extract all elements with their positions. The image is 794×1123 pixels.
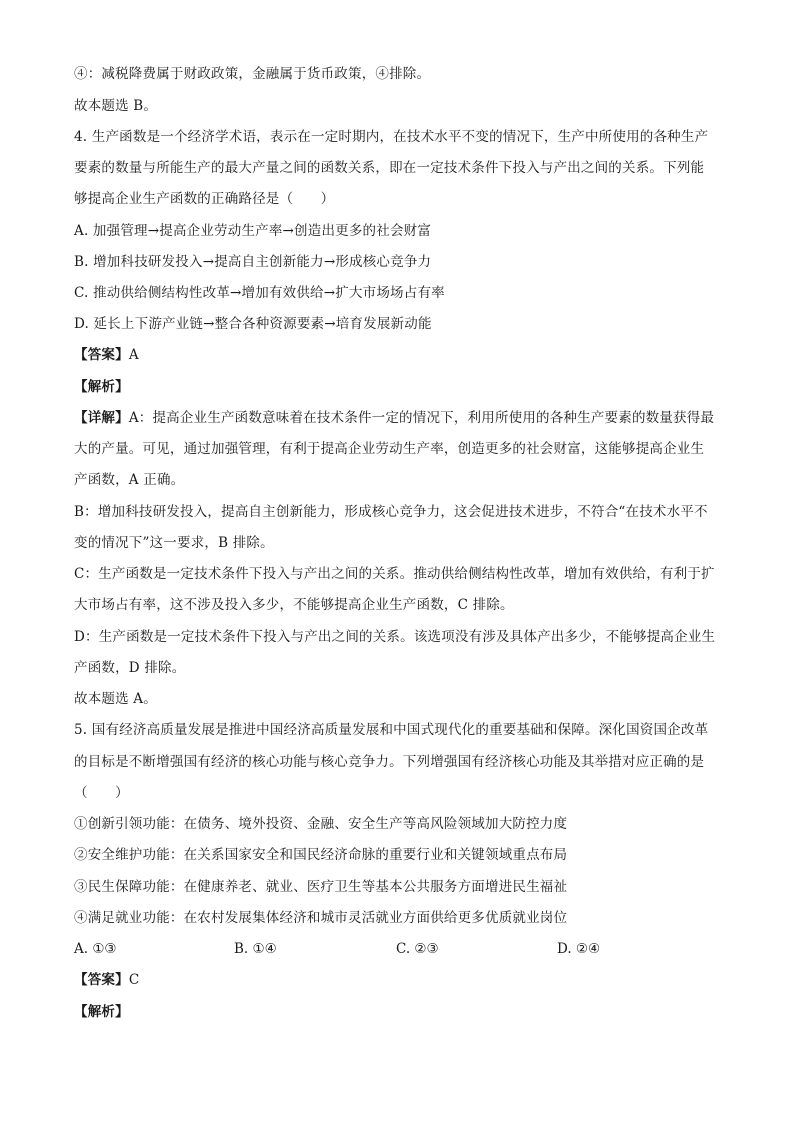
q5-stem-line: 的目标是不断增强国有经济的核心功能与核心竞争力。下列增强国有经济核心功能及其举措对应正确的是 xyxy=(74,754,705,770)
q4-option-c: C. 推动供给侧结构性改革→增加有效供给→扩大市场场占有率 xyxy=(74,285,445,301)
q5-item-4: ④满足就业功能：在农村发展集体经济和城市灵活就业方面供给更多优质就业岗位 xyxy=(74,910,568,926)
q4-option-a: A. 加强管理→提高企业劳动生产率→创造出更多的社会财富 xyxy=(74,223,432,239)
q4-stem-line: 够提高企业生产函数的正确路径是（ ） xyxy=(74,191,335,207)
q4-option-b: B. 增加科技研发投入→提高自主创新能力→形成核心竞争力 xyxy=(74,254,432,270)
q5-choice-b: B. ①④ xyxy=(234,941,277,957)
q4-detail-line: 产函数，D 排除。 xyxy=(74,660,186,676)
q4-detail-line: D：生产函数是一定技术条件下投入与产出之间的关系。该选项没有涉及具体产出多少，不能够提高企业生 xyxy=(74,629,716,645)
q4-detail-line: 大市场占有率，这不涉及投入多少，不能够提高企业生产函数，C 排除。 xyxy=(74,597,514,613)
q4-answer xyxy=(74,345,724,365)
answer-tag: 【答案】 xyxy=(74,972,129,988)
q4-detail-line xyxy=(74,408,724,428)
q4-detail-line: 变的情况下”这一要求，B 排除。 xyxy=(74,535,274,551)
q4-detail-line: C：生产函数是一定技术条件下投入与产出之间的关系。推动供给侧结构性改革，增加有效供给，有利于扩 xyxy=(74,566,715,582)
q4-conclusion: 故本题选 A。 xyxy=(74,691,157,707)
prev-analysis-line: ④：减税降费属于财政政策，金融属于货币政策，④排除。 xyxy=(74,66,431,82)
analysis-tag: 【解析】 xyxy=(74,379,129,395)
q5-item-1: ①创新引领功能：在债务、境外投资、金融、安全生产等高风险领域加大防控力度 xyxy=(74,816,568,832)
q4-detail-line: 产函数，A 正确。 xyxy=(74,472,185,488)
prev-conclusion: 故本题选 B。 xyxy=(74,98,158,114)
q5-item-2: ②安全维护功能：在关系国家安全和国民经济命脉的重要行业和关键领域重点布局 xyxy=(74,847,568,863)
answer-tag: 【答案】 xyxy=(74,347,129,363)
q4-analysis-heading xyxy=(74,377,724,397)
q5-analysis-heading xyxy=(74,1002,724,1022)
analysis-tag: 【解析】 xyxy=(74,1004,129,1020)
answer-value: A xyxy=(128,347,139,363)
q5-choice-a: A. ①③ xyxy=(74,941,117,957)
q5-choice-d: D. ②④ xyxy=(557,941,601,957)
detail-tag: 【详解】 xyxy=(74,410,129,426)
answer-value: C xyxy=(128,972,140,988)
q4-detail-line: 大的产量。可见，通过加强管理，有利于提高企业劳动生产率，创造更多的社会财富，这能够提高企业生 xyxy=(74,441,705,457)
q5-answer xyxy=(74,970,724,990)
q4-stem-line: 要素的数量与所能生产的最大产量之间的函数关系，即在一定技术条件下投入与产出之间的关系。下列能 xyxy=(74,160,705,176)
q4-detail-line: B：增加科技研发投入，提高自主创新能力，形成核心竞争力，这会促进技术进步，不符合“在技术水平不 xyxy=(74,504,708,520)
detail-text: A：提高企业生产函数意味着在技术条件一定的情况下，利用所使用的各种生产要素的数量获得最 xyxy=(128,410,715,426)
q5-stem-line: 5. 国有经济高质量发展是推进中国经济高质量发展和中国式现代化的重要基础和保障。深化国资国企改革 xyxy=(74,722,709,738)
q5-stem-line: （ ） xyxy=(74,785,129,801)
q5-item-3: ③民生保障功能：在健康养老、就业、医疗卫生等基本公共服务方面增进民生福祉 xyxy=(74,879,568,895)
q5-choice-c: C. ②③ xyxy=(396,941,439,957)
q4-stem-line: 4. 生产函数是一个经济学术语，表示在一定时期内，在技术水平不变的情况下，生产中所使用的各种生产 xyxy=(74,129,709,145)
q4-option-d: D. 延长上下游产业链→整合各种资源要素→培育发展新动能 xyxy=(74,316,432,332)
